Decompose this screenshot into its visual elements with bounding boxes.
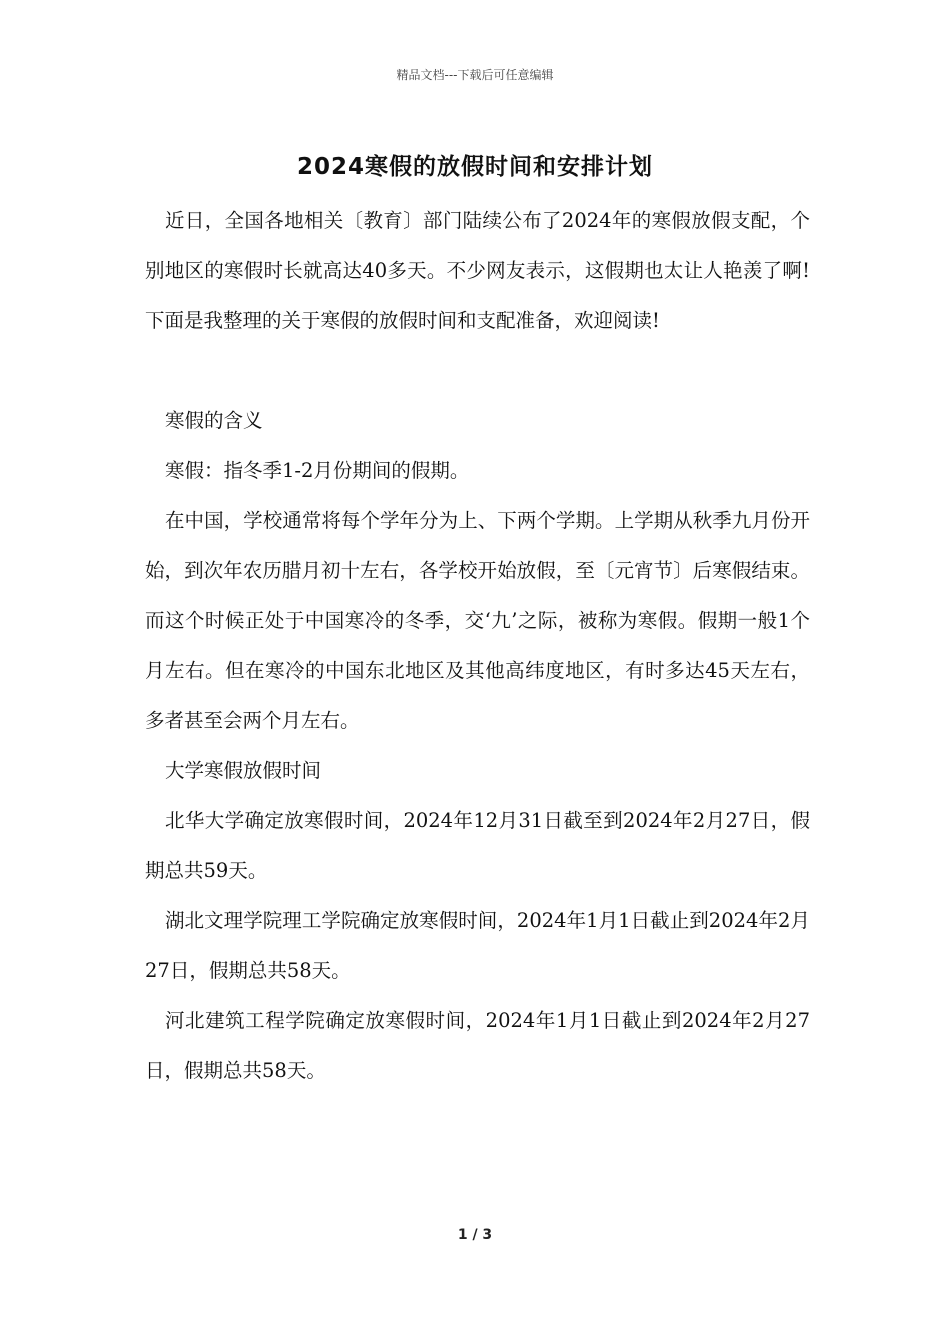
section-heading-meaning: 寒假的含义 bbox=[165, 409, 263, 432]
school-paragraph-beihua: 北华大学确定放寒假时间，2024年12月31日截至到2024年2月27日，假期总共59天。 bbox=[145, 809, 810, 882]
school-paragraph-hubei: 湖北文理学院理工学院确定放寒假时间，2024年1月1日截止到2024年2月27日，假期总共58天。 bbox=[145, 909, 810, 982]
page-header: 精品文档---下载后可任意编辑 bbox=[396, 68, 554, 82]
page-number: 1 / 3 bbox=[457, 1227, 493, 1243]
document-body bbox=[145, 196, 810, 1096]
section-heading-university: 大学寒假放假时间 bbox=[165, 759, 322, 782]
china-paragraph: 在中国，学校通常将每个学年分为上、下两个学期。上学期从秋季九月份开始，到次年农历腊月初十左右，各学校开始放假，至〔元宵节〕后寒假结束。而这个时候正处于中国寒冷的冬季，交‘九’之际，被称为寒假。假期一般1个月左右。但在寒冷的中国东北地区及其他高纬度地区，有时多达45天左右，多者甚至会两个月左右。 bbox=[145, 509, 810, 732]
definition-paragraph: 寒假：指冬季1-2月份期间的假期。 bbox=[165, 459, 470, 482]
blank-line bbox=[145, 346, 810, 396]
school-paragraph-hebei: 河北建筑工程学院确定放寒假时间，2024年1月1日截止到2024年2月27日，假期总共58天。 bbox=[145, 1009, 810, 1082]
document-title: 2024寒假的放假时间和安排计划 bbox=[296, 154, 653, 180]
intro-paragraph: 近日，全国各地相关〔教育〕部门陆续公布了2024年的寒假放假支配，个别地区的寒假时长就高达40多天。不少网友表示，这假期也太让人艳羡了啊!下面是我整理的关于寒假的放假时间和支配准备，欢迎阅读! bbox=[145, 209, 810, 332]
